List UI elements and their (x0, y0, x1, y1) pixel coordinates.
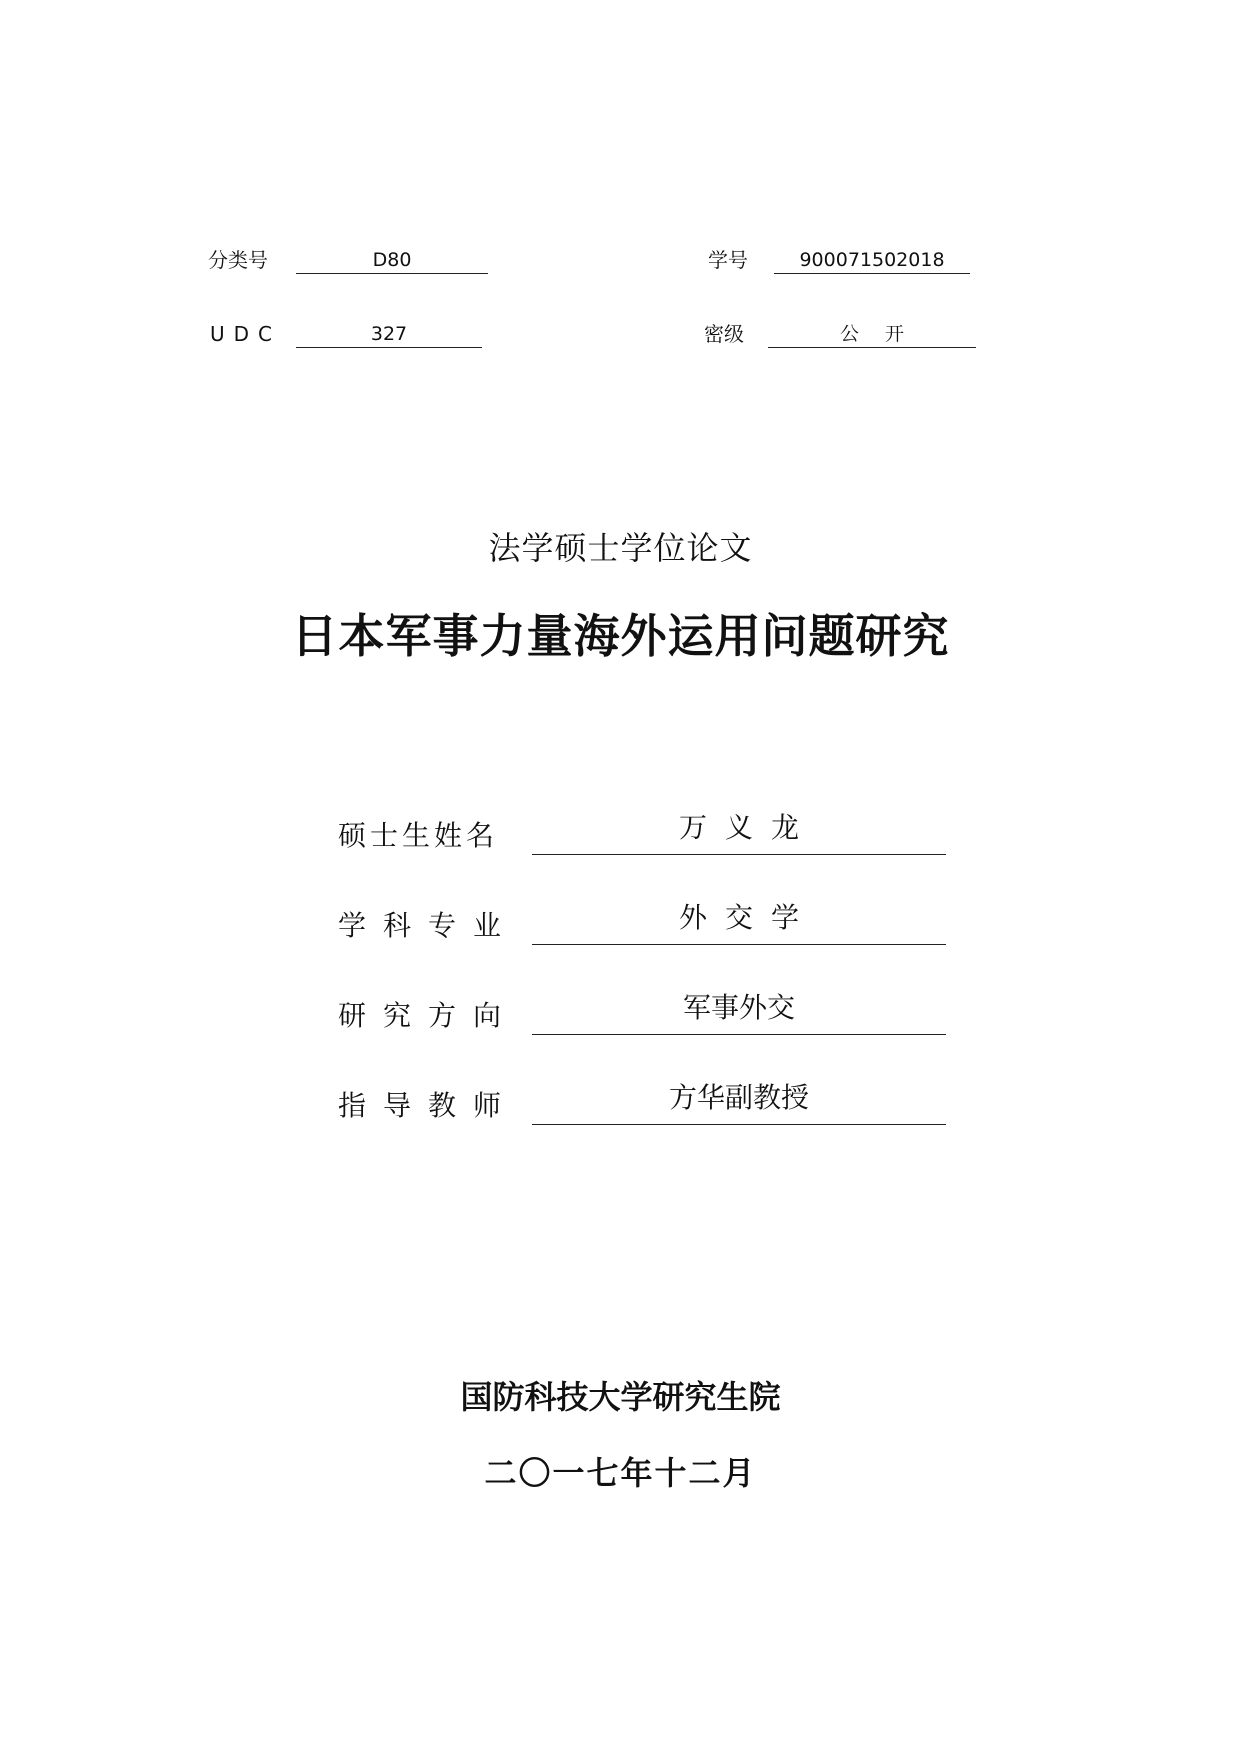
student-id-label: 学号 (708, 248, 748, 272)
author-label: 硕士生姓名 (338, 819, 499, 852)
institution-name: 国防科技大学研究生院 (460, 1378, 781, 1416)
major-value: 外交学 (532, 900, 946, 945)
thesis-title: 日本军事力量海外运用问题研究 (291, 609, 950, 663)
advisor-label: 指导教师 (338, 1089, 519, 1122)
classification-value: D80 (296, 248, 488, 274)
secrecy-value: 公开 (768, 322, 976, 348)
research-label: 研究方向 (338, 999, 519, 1032)
advisor-value: 方华副教授 (532, 1080, 946, 1125)
submission-date: 二〇一七年十二月 (484, 1454, 757, 1492)
major-label: 学科专业 (338, 909, 519, 942)
udc-label: UDC (210, 322, 282, 346)
degree-type: 法学硕士学位论文 (488, 529, 753, 567)
udc-value: 327 (296, 322, 482, 348)
author-value: 万义龙 (532, 810, 946, 855)
classification-label: 分类号 (208, 248, 268, 272)
secrecy-label: 密级 (704, 322, 744, 346)
student-id-value: 900071502018 (774, 248, 970, 274)
research-value: 军事外交 (532, 990, 946, 1035)
